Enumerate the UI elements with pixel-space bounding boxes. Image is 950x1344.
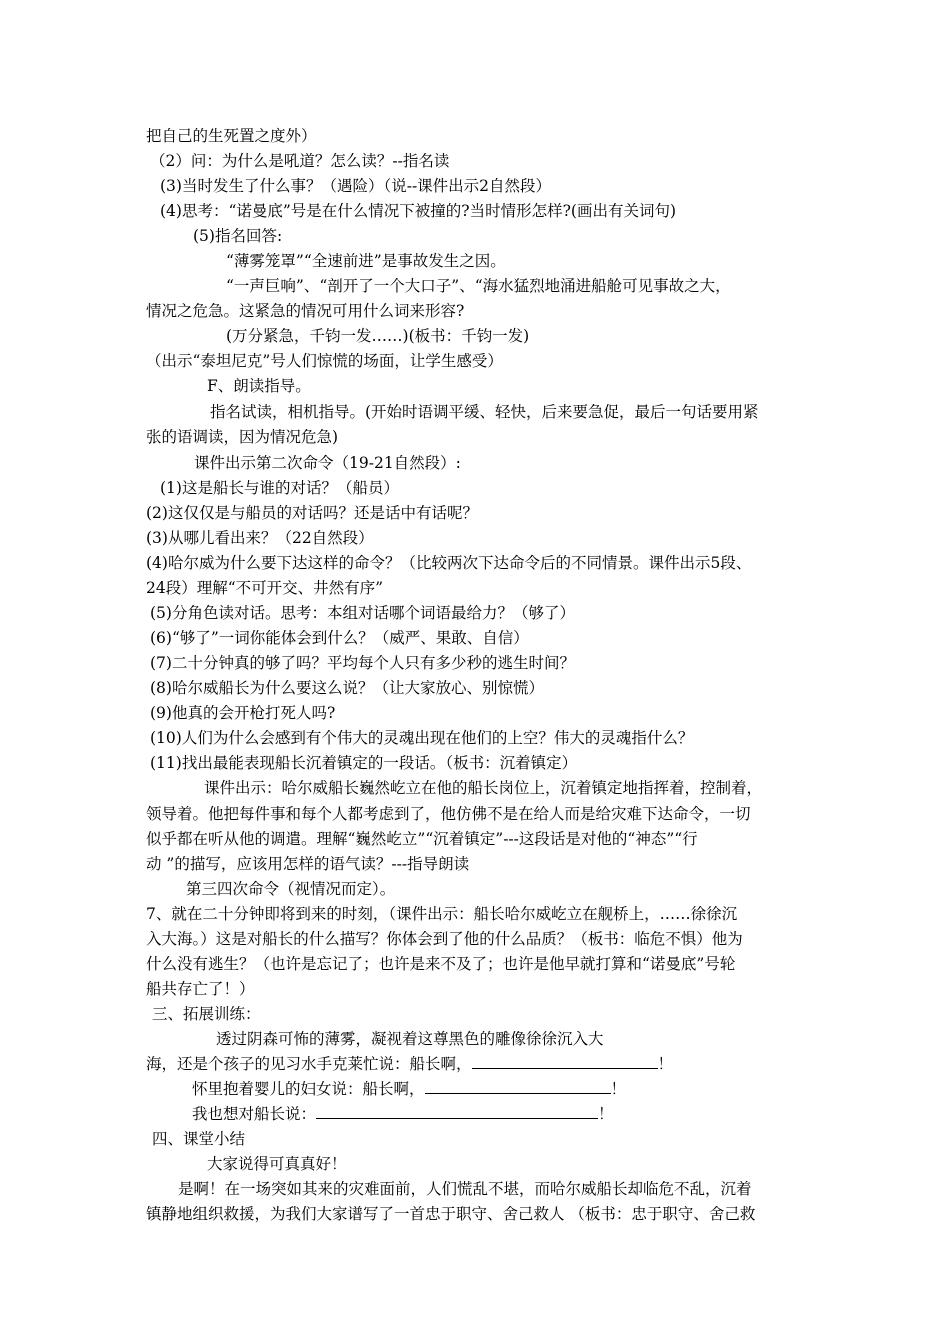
text-line: 7、就在二十分钟即将到来的时刻，（课件出示：船长哈尔威屹立在舰桥上，……徐徐沉	[146, 905, 738, 923]
text-line: (11)找出最能表现船长沉着镇定的一段话。（板书：沉着镇定）	[150, 754, 578, 772]
fill-in-prompt: 海，还是个孩子的见习水手克莱忙说：船长啊，	[146, 1055, 472, 1073]
text-line: 24段）理解“不可开交、井然有序”	[146, 579, 384, 597]
fill-in-end: ！	[598, 1105, 614, 1123]
text-line: (2)这仅仅是与船员的对话吗？还是话中有话呢？	[146, 504, 478, 522]
text-line: (3)从哪儿看出来？（22自然段）	[146, 529, 374, 547]
text-line: (4)哈尔威为什么要下达这样的命令？（比较两次下达命令后的不同情景。课件出示5段、	[146, 554, 752, 572]
text-line: 张的语调读，因为情况危急)	[146, 428, 339, 446]
section-heading: 四、课堂小结	[152, 1130, 246, 1148]
text-line: 入大海。）这是对船长的什么描写？你体会到了他的什么品质？（板书：临危不惧）他为	[146, 930, 743, 948]
text-line: (5)分角色读对话。思考：本组对话哪个词语最给力？（够了）	[150, 604, 575, 622]
text-line: F、朗读指导。	[207, 377, 311, 395]
answer-blank	[316, 1104, 598, 1119]
text-line: (8)哈尔威船长为什么要这么说？（让大家放心、别惊慌）	[150, 679, 544, 697]
fill-in-prompt: 我也想对船长说：	[192, 1105, 317, 1123]
text-line: 指名试读，相机指导。(开始时语调平缓、轻快，后来要急促，最后一句话要用紧	[210, 403, 759, 421]
text-line: (7)二十分钟真的够了吗？平均每个人只有多少秒的逃生时间？	[150, 654, 575, 672]
text-line: (9)他真的会开枪打死人吗?	[150, 704, 336, 722]
text-line: (4)思考：“诺曼底”号是在什么情况下被撞的?当时情形怎样?(画出有关词句)	[160, 202, 677, 220]
text-line: 什么没有逃生？（也许是忘记了；也许是来不及了；也许是他早就打算和“诺曼底”号轮	[146, 955, 736, 973]
text-line: （2）问：为什么是吼道？怎么读？--指名读	[150, 152, 450, 170]
text-line: 动 ”的描写，应该用怎样的语气读？---指导朗读	[146, 855, 470, 873]
text-line: 第三四次命令（视情况而定）。	[186, 880, 396, 898]
text-line: “一声巨响”、“剖开了一个大口子”、“海水猛烈地涌进船舱可见事故之大，	[226, 277, 731, 295]
text-line: 大家说得可真真好！	[207, 1155, 347, 1173]
answer-blank	[472, 1054, 658, 1069]
text-line: 把自己的生死置之度外）	[146, 127, 317, 145]
text-line: 课件出示：哈尔威船长巍然屹立在他的船长岗位上，沉着镇定地指挥着，控制着，	[204, 779, 763, 797]
section-heading: 三、拓展训练：	[152, 1005, 261, 1023]
text-line: 船共存亡了！）	[146, 980, 255, 998]
text-line: (1)这是船长与谁的对话？（船员）	[160, 479, 399, 497]
text-line: (3)当时发生了什么事？（遇险）（说--课件出示2自然段）	[160, 177, 552, 195]
text-line: (5)指名回答:	[193, 227, 283, 245]
text-line: “薄雾笼罩”“全速前进”是事故发生之因。	[226, 252, 506, 270]
text-line: 是啊！在一场突如其来的灾难面前，人们慌乱不堪，而哈尔威船长却临危不乱，沉着	[178, 1180, 752, 1198]
text-line: (万分紧急，千钧一发……)(板书：千钧一发)	[226, 327, 530, 345]
text-line: (6)“够了”一词你能体会到什么？（威严、果敢、自信）	[150, 629, 529, 647]
text-line: 课件出示第二次命令（19-21自然段）:	[194, 454, 461, 472]
fill-in-line	[192, 1078, 626, 1100]
answer-blank	[425, 1079, 611, 1094]
fill-in-line	[146, 1053, 673, 1075]
text-line: （出示“泰坦尼克”号人们惊慌的场面，让学生感受）	[146, 352, 503, 370]
text-line: 领导着。他把每件事和每个人都考虑到了，他仿佛不是在给人而是给灾难下达命令，一切	[146, 805, 751, 823]
fill-in-end: ！	[657, 1055, 674, 1073]
fill-in-prompt: 怀里抱着婴儿的妇女说：船长啊，	[192, 1080, 425, 1098]
text-line: (10)人们为什么会感到有个伟大的灵魂出现在他们的上空？伟大的灵魂指什么？	[150, 729, 694, 747]
fill-in-line	[192, 1103, 614, 1125]
text-line: 镇静地组织救援，为我们大家谱写了一首忠于职守、舍己救人 （板书：忠于职守、舍己救	[146, 1205, 756, 1223]
text-line: 似乎都在听从他的调遣。理解“巍然屹立”“沉着镇定”---这段话是对他的“神态”“行	[146, 830, 698, 848]
text-line: 透过阴森可怖的薄雾，凝视着这尊黑色的雕像徐徐沉入大	[216, 1030, 604, 1048]
fill-in-end: ！	[610, 1080, 627, 1098]
text-line: 情况之危急。这紧急的情况可用什么词来形容?	[146, 302, 465, 320]
